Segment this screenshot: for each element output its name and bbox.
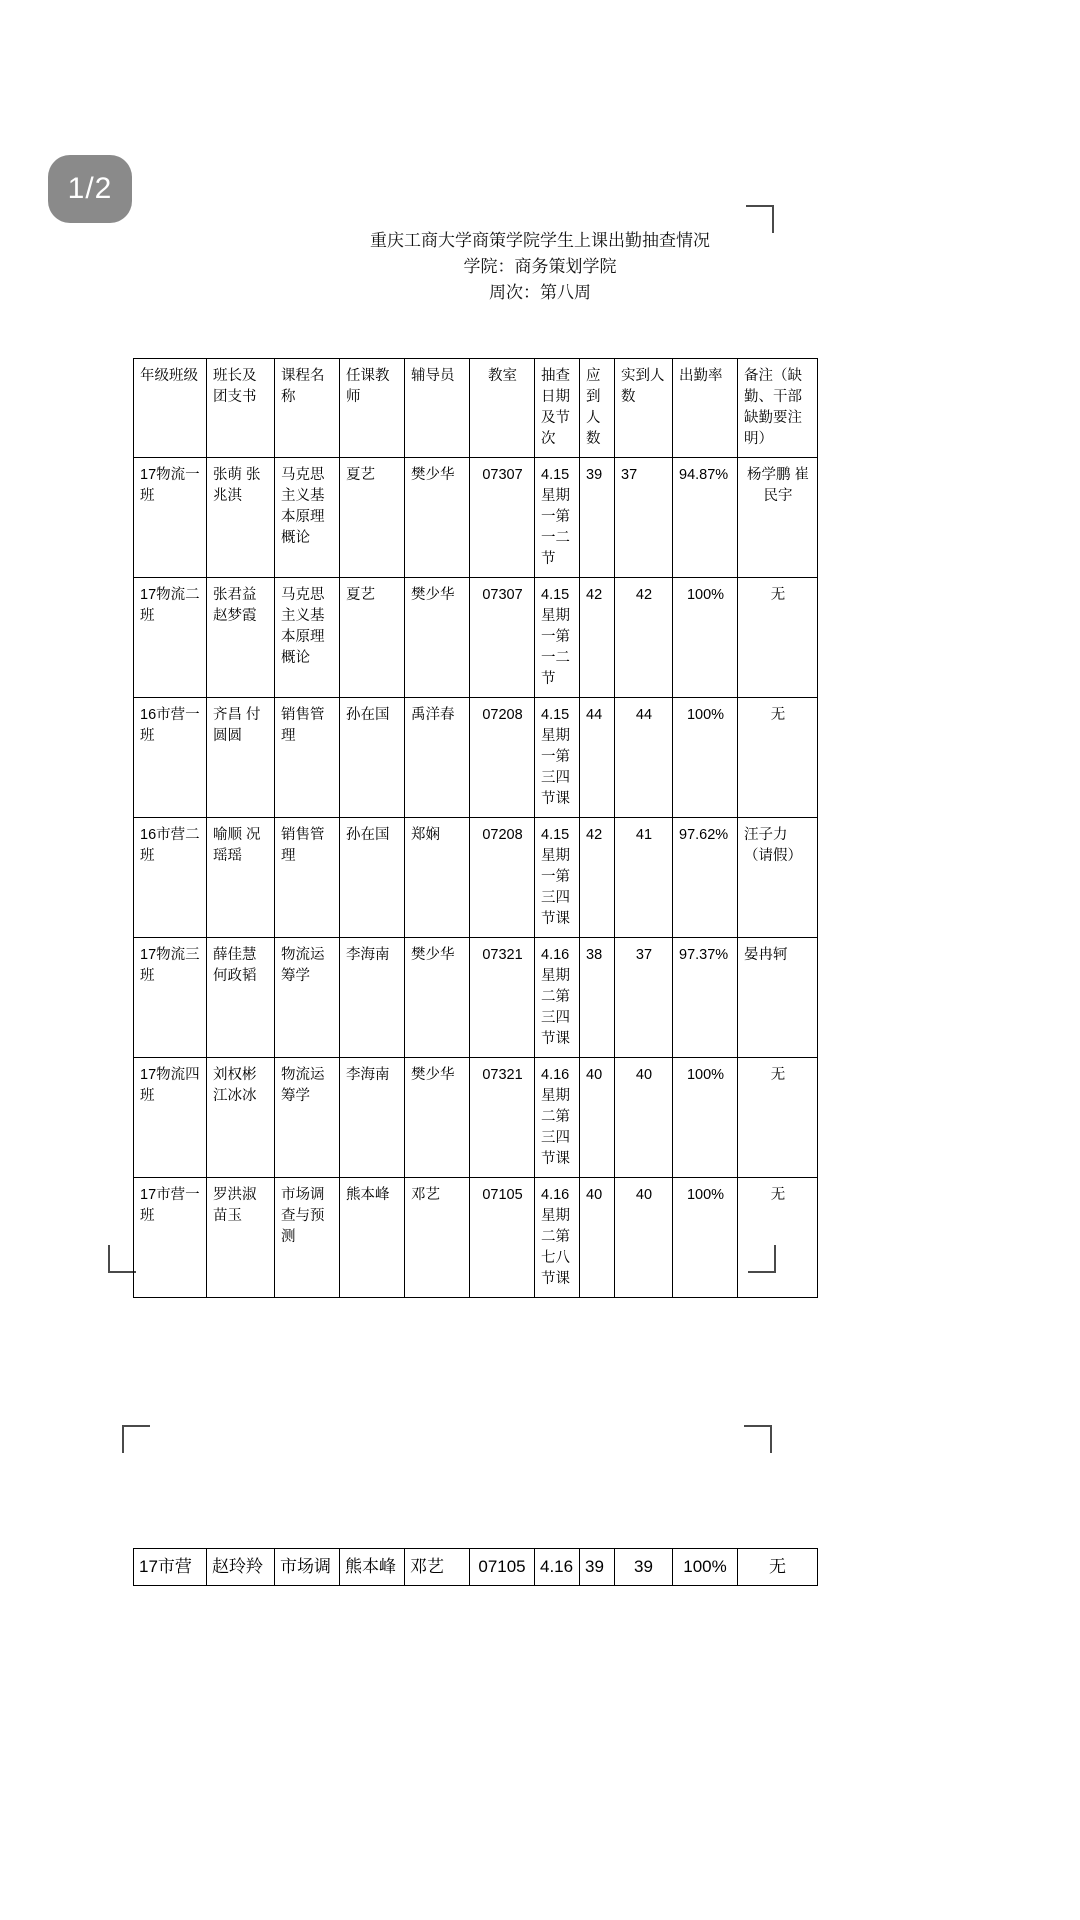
cell-advisor: 邓艺: [405, 1178, 470, 1298]
table-row: [134, 458, 818, 578]
attendance-table: [133, 358, 818, 1298]
page-indicator-label: 1/2: [67, 172, 113, 205]
col-header-date: 抽查日期及节次: [535, 359, 580, 458]
cell-course: 物流运筹学: [275, 938, 340, 1058]
cell-advisor: 樊少华: [405, 1058, 470, 1178]
cell-note: 无: [738, 1549, 818, 1586]
cell-date: 4.15星期一第三四节课: [535, 698, 580, 818]
cell-monitor: 张君益 赵梦霞: [207, 578, 275, 698]
cell-date: 4.16星期二第七八节课: [535, 1178, 580, 1298]
cell-date: 4.15星期一第一二节: [535, 578, 580, 698]
col-header-advisor: 辅导员: [405, 359, 470, 458]
cell-grade: 17市营一班: [134, 1178, 207, 1298]
col-header-should: 应到人数: [580, 359, 615, 458]
cell-grade: 17市营: [134, 1549, 207, 1586]
cell-teacher: 熊本峰: [340, 1178, 405, 1298]
cell-date: 4.16星期二第三四节课: [535, 1058, 580, 1178]
document-title: 重庆工商大学商策学院学生上课出勤抽查情况: [370, 231, 710, 250]
cell-course: 物流运筹学: [275, 1058, 340, 1178]
cell-date: 4.15星期一第三四节课: [535, 818, 580, 938]
next-page-preview-table: [133, 1548, 818, 1586]
col-header-actual: 实到人数: [615, 359, 673, 458]
cell-room: 07321: [470, 1058, 535, 1178]
cell-actual: 41: [615, 818, 673, 938]
cell-grade: 16市营二班: [134, 818, 207, 938]
cell-should: 38: [580, 938, 615, 1058]
cell-room: 07208: [470, 818, 535, 938]
cell-monitor: 罗洪淑 苗玉: [207, 1178, 275, 1298]
cell-note: 无: [738, 1178, 818, 1298]
cell-teacher: 夏艺: [340, 458, 405, 578]
cell-monitor: 薛佳慧 何政韬: [207, 938, 275, 1058]
cell-room: 07105: [470, 1178, 535, 1298]
col-header-grade: 年级班级: [134, 359, 207, 458]
cell-actual: 37: [615, 938, 673, 1058]
col-header-teacher: 任课教师: [340, 359, 405, 458]
cell-rate: 97.37%: [673, 938, 738, 1058]
cell-room: 07321: [470, 938, 535, 1058]
col-header-monitor: 班长及团支书: [207, 359, 275, 458]
crop-mark-next-top-left: [122, 1425, 150, 1453]
col-header-room: 教室: [470, 359, 535, 458]
table-row: [134, 818, 818, 938]
cell-course: 销售管理: [275, 818, 340, 938]
cell-rate: 94.87%: [673, 458, 738, 578]
cell-grade: 16市营一班: [134, 698, 207, 818]
cell-course: 马克思主义基本原理概论: [275, 458, 340, 578]
cell-note: 无: [738, 698, 818, 818]
cell-teacher: 夏艺: [340, 578, 405, 698]
cell-rate: 100%: [673, 1178, 738, 1298]
table-row: [134, 938, 818, 1058]
cell-teacher: 李海南: [340, 1058, 405, 1178]
cell-grade: 17物流二班: [134, 578, 207, 698]
cell-rate: 100%: [673, 578, 738, 698]
cell-actual: 42: [615, 578, 673, 698]
document-header: [0, 228, 1080, 306]
cell-monitor: 喻顺 况瑶瑶: [207, 818, 275, 938]
cell-should: 40: [580, 1178, 615, 1298]
cell-advisor: 樊少华: [405, 938, 470, 1058]
cell-teacher: 孙在国: [340, 818, 405, 938]
cell-advisor: 郑娴: [405, 818, 470, 938]
cell-teacher: 李海南: [340, 938, 405, 1058]
cell-should: 39: [580, 458, 615, 578]
col-header-note: 备注（缺勤、干部缺勤要注明）: [738, 359, 818, 458]
table-row: [134, 578, 818, 698]
col-header-rate: 出勤率: [673, 359, 738, 458]
cell-room: 07307: [470, 578, 535, 698]
crop-mark-bottom-left: [108, 1245, 136, 1273]
table-row: [134, 1549, 818, 1586]
cell-should: 44: [580, 698, 615, 818]
cell-advisor: 樊少华: [405, 458, 470, 578]
cell-should: 42: [580, 818, 615, 938]
college-line: 学院：商务策划学院: [463, 257, 617, 276]
cell-note: 杨学鹏 崔民宇: [738, 458, 818, 578]
cell-room: 07307: [470, 458, 535, 578]
cell-monitor: 刘权彬 江冰冰: [207, 1058, 275, 1178]
cell-note: 无: [738, 1058, 818, 1178]
cell-grade: 17物流一班: [134, 458, 207, 578]
cell-rate: 97.62%: [673, 818, 738, 938]
cell-should: 39: [580, 1549, 615, 1586]
cell-note: 无: [738, 578, 818, 698]
cell-rate: 100%: [673, 1058, 738, 1178]
cell-course: 销售管理: [275, 698, 340, 818]
cell-actual: 44: [615, 698, 673, 818]
cell-monitor: 赵玲羚: [207, 1549, 275, 1586]
cell-room: 07208: [470, 698, 535, 818]
cell-teacher: 熊本峰: [340, 1549, 405, 1586]
cell-advisor: 樊少华: [405, 578, 470, 698]
cell-should: 40: [580, 1058, 615, 1178]
table-header-row: [134, 359, 818, 458]
page-indicator-badge: [48, 155, 132, 223]
cell-actual: 39: [615, 1549, 673, 1586]
cell-actual: 37: [615, 458, 673, 578]
cell-date: 4.16: [535, 1549, 580, 1586]
cell-note: 晏冉轲: [738, 938, 818, 1058]
cell-grade: 17物流三班: [134, 938, 207, 1058]
cell-rate: 100%: [673, 1549, 738, 1586]
cell-rate: 100%: [673, 698, 738, 818]
cell-course: 马克思主义基本原理概论: [275, 578, 340, 698]
cell-advisor: 禹洋春: [405, 698, 470, 818]
table-row: [134, 698, 818, 818]
col-header-course: 课程名称: [275, 359, 340, 458]
cell-actual: 40: [615, 1178, 673, 1298]
cell-note: 汪子力（请假）: [738, 818, 818, 938]
cell-date: 4.16星期二第三四节课: [535, 938, 580, 1058]
week-line: 周次：第八周: [489, 283, 591, 302]
cell-should: 42: [580, 578, 615, 698]
cell-room: 07105: [470, 1549, 535, 1586]
cell-course: 市场调: [275, 1549, 340, 1586]
table-row: [134, 1058, 818, 1178]
cell-teacher: 孙在国: [340, 698, 405, 818]
table-row: [134, 1178, 818, 1298]
cell-course: 市场调查与预测: [275, 1178, 340, 1298]
cell-monitor: 齐昌 付圆圆: [207, 698, 275, 818]
crop-mark-next-top-right: [744, 1425, 772, 1453]
cell-actual: 40: [615, 1058, 673, 1178]
cell-monitor: 张萌 张兆淇: [207, 458, 275, 578]
cell-grade: 17物流四班: [134, 1058, 207, 1178]
cell-date: 4.15星期一第一二节: [535, 458, 580, 578]
cell-advisor: 邓艺: [405, 1549, 470, 1586]
